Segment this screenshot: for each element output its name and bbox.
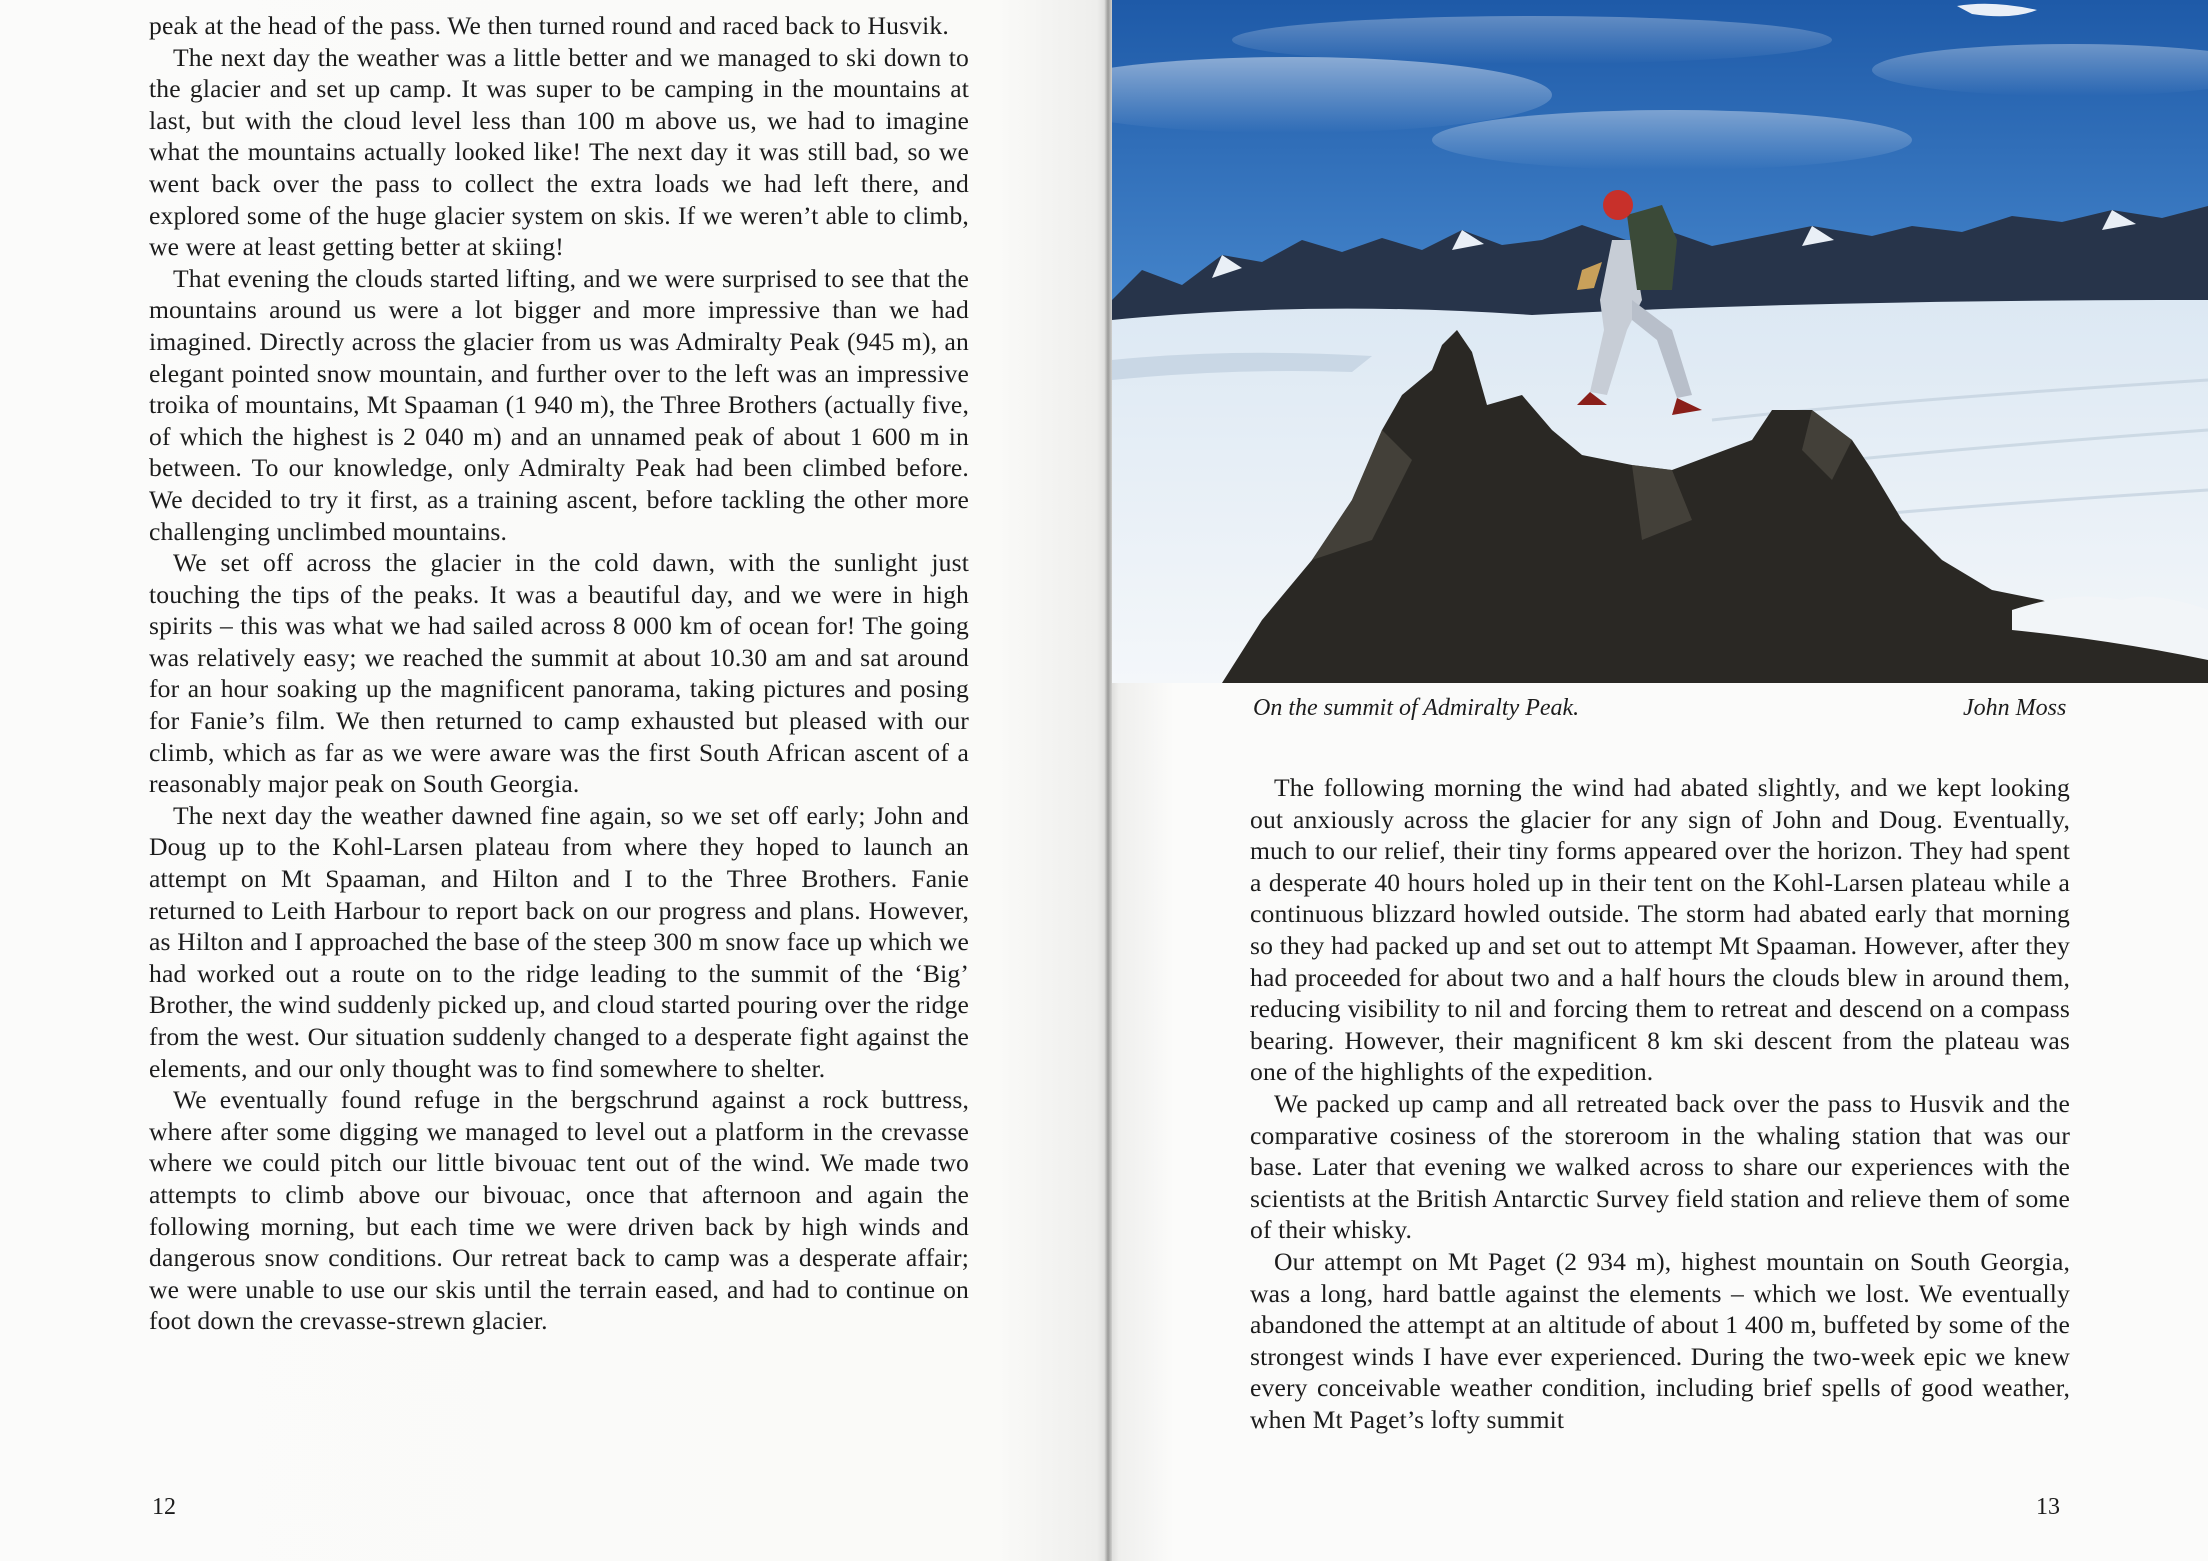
book-gutter <box>1104 0 1112 1561</box>
cloud <box>1432 110 1912 170</box>
photo-caption: On the summit of Admiralty Peak. <box>1253 695 1580 721</box>
summit-photo <box>1112 0 2208 683</box>
left-paragraph-4: We set off across the glacier in the cold dawn, with the sunlight just touching the tips of the peaks. It was a beautiful day, and we were in high spirits – this was what we had sailed across 8 000 km of ocean for! The going was relatively easy; we reached the summit at about 10.30 am and sat around for an hour soaking up the magnificent panorama, taking pictures and posing for Fanie’s film. We then returned to camp exhausted but pleased with our climb, which as far as we were aware was the first South African ascent of a reasonably major peak on South Georgia. <box>149 548 969 799</box>
left-paragraph-6: We eventually found refuge in the bergschrund against a rock buttress, where after some digging we managed to level out a platform in the crevasse where we could pitch our little bivouac tent out of the wind. We made two attempts to climb above our bivouac, once that afternoon and again the following morning, but each time we were driven back by high winds and dangerous snow conditions. Our retreat back to camp was a desperate affair; we were unable to use our skis until the terrain eased, and had to continue on foot down the crevasse-strewn glacier. <box>149 1085 969 1336</box>
photo-credit: John Moss <box>1963 695 2067 721</box>
page-number-right: 13 <box>2036 1494 2060 1520</box>
page-number-left: 12 <box>152 1494 176 1520</box>
left-paragraph-5: The next day the weather dawned fine again, so we set off early; John and Doug up to the Kohl-Larsen plateau from where they hoped to launch an attempt on Mt Spaaman, and Hilton and I to the Three Brothers. Fanie returned to Leith Harbour to report back on our progress and plans. However, as Hilton and I approached the base of the steep 300 m snow face up which we had worked out a route on to the ridge leading to the summit of the ‘Big’ Brother, the wind suddenly picked up, and cloud started pouring over the ridge from the west. Our situation suddenly changed to a desperate fight against the elements, and our only thought was to find somewhere to shelter. <box>149 800 969 1083</box>
right-paragraph-3: Our attempt on Mt Paget (2 934 m), highest mountain on South Georgia, was a long, hard battle against the elements – which we lost. We eventually abandoned the attempt at an altitude of about 1 400 m, buffeted by some of the strongest winds I have ever experienced. During the two-week epic we knew every conceivable weather condition, including brief spells of good weather, when Mt Paget’s lofty summit <box>1250 1246 2070 1434</box>
right-paragraph-2: We packed up camp and all retreated back over the pass to Husvik and the comparative cosiness of the storeroom in the whaling station that was our base. Later that evening we walked across to share our experiences with the scientists at the British Antarctic Survey field station and relieve them of some of their whisky. <box>1250 1088 2070 1245</box>
cloud <box>1232 16 1832 64</box>
left-page-text <box>149 10 969 1337</box>
right-page-text <box>1250 772 2070 1435</box>
right-paragraph-1: The following morning the wind had abated slightly, and we kept looking out anxiously across the glacier for any sign of John and Doug. Eventually, much to our relief, their tiny forms appeared over the horizon. They had spent a desperate 40 hours holed up in their tent on the Kohl-Larsen plateau while a continuous blizzard howled outside. The storm had abated early that morning so they had packed up and set out to attempt Mt Spaaman. However, after they had proceeded for about two and a half hours the clouds blew in around them, reducing visibility to nil and forcing them to retreat and descend on a compass bearing. However, their magnificent 8 km ski descent from the plateau was one of the highlights of the expedition. <box>1250 773 2070 1087</box>
left-paragraph-3: That evening the clouds started lifting, and we were surprised to see that the mountains around us were a lot bigger and more impressive than we had imagined. Directly across the glacier from us was Admiralty Peak (945 m), an elegant pointed snow mountain, and further over to the left was an impressive troika of mountains, Mt Spaaman (1 940 m), the Three Brothers (actually five, of which the highest is 2 040 m) and an unnamed peak of about 1 600 m in between. To our knowledge, only Admiralty Peak had been climbed before. We decided to try it first, as a training ascent, before tackling the other more challenging unclimbed mountains. <box>149 263 969 546</box>
left-paragraph-1: peak at the head of the pass. We then turned round and raced back to Husvik. <box>149 11 949 40</box>
left-paragraph-2: The next day the weather was a little better and we managed to ski down to the glacier and set up camp. It was super to be camping in the mountains at last, but with the cloud level less than 100 m above us, we had to imagine what the mountains actually looked like! The next day it was still bad, so we went back over the pass to collect the extra loads we had left there, and explored some of the huge glacier system on skis. If we weren’t able to climb, we were at least getting better at skiing! <box>149 42 969 262</box>
